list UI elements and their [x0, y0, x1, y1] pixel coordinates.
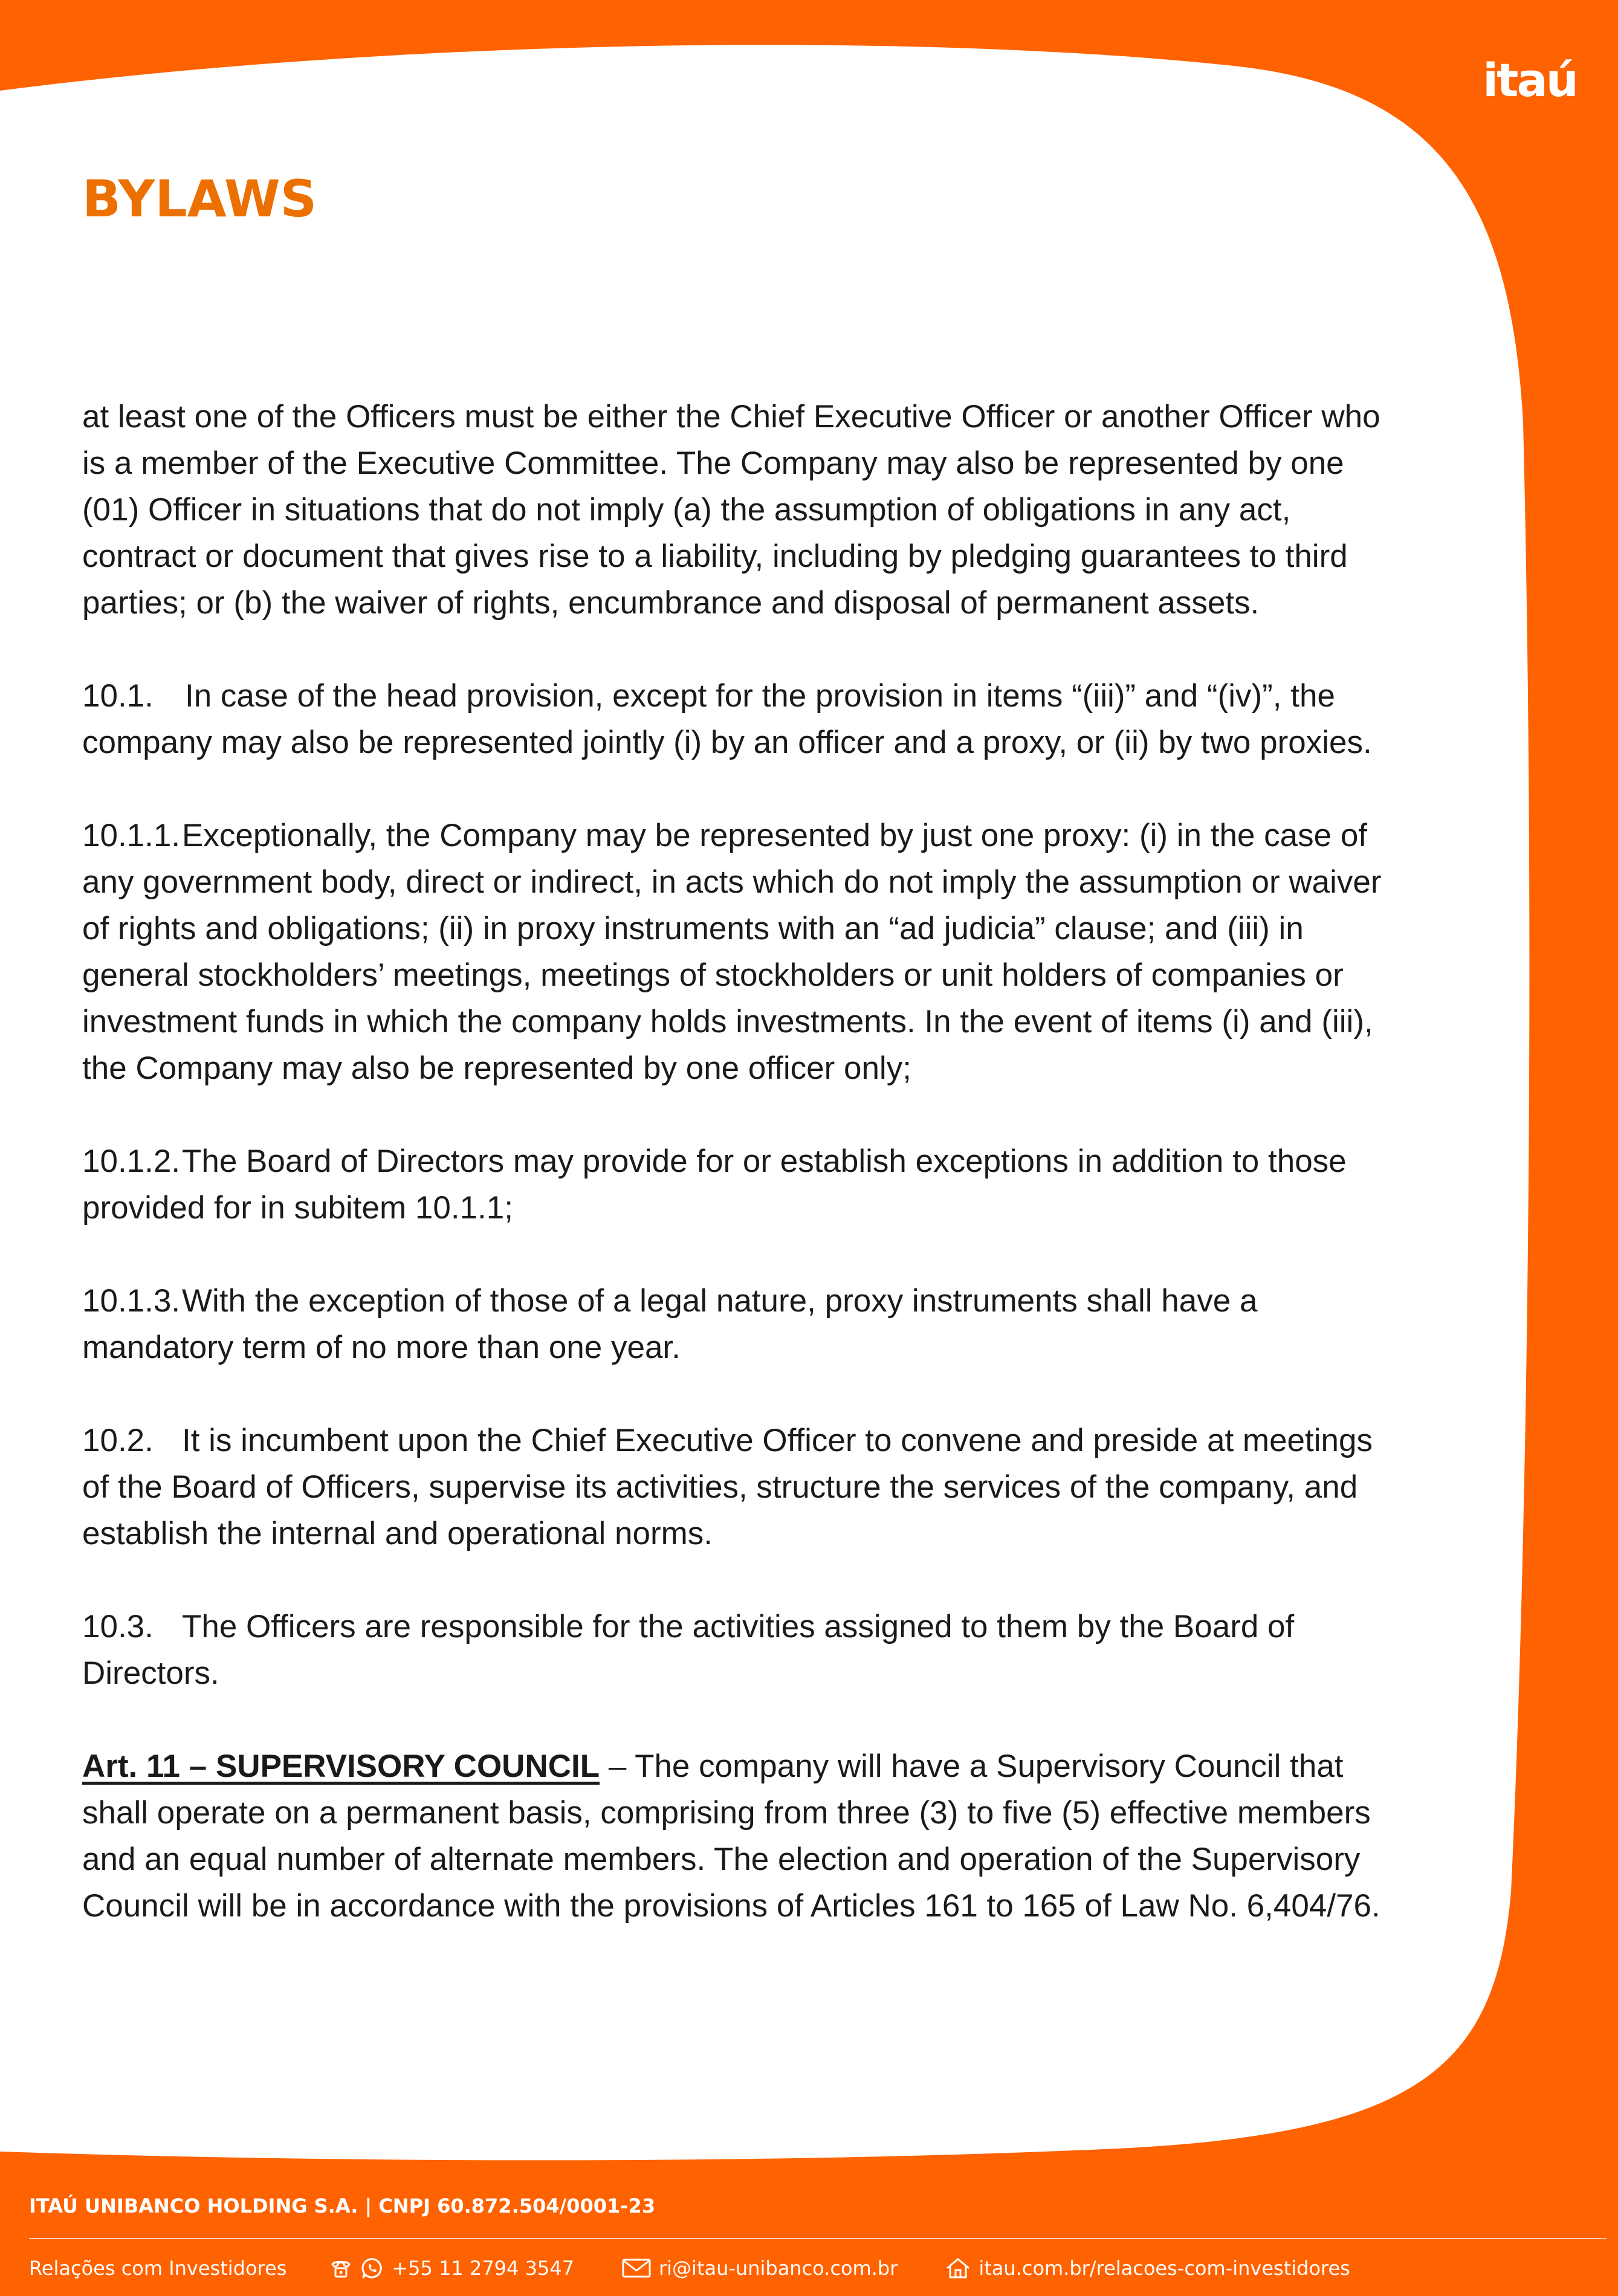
section-text: The Board of Directors may provide for or establish exceptions in addition to those provided for in subitem 10.1.1; — [82, 1143, 1347, 1226]
footer-divider — [29, 2238, 1607, 2239]
article-11 — [82, 1743, 1400, 1929]
whatsapp-icon — [360, 2256, 384, 2280]
home-icon — [945, 2256, 971, 2280]
section-10-1-3 — [82, 1278, 1400, 1371]
email-icon — [621, 2256, 652, 2280]
footer-company-info: ITAÚ UNIBANCO HOLDING S.A. | CNPJ 60.872.504/0001-23 — [29, 2194, 656, 2217]
section-10-3 — [82, 1603, 1400, 1696]
article-heading: Art. 11 – SUPERVISORY COUNCIL — [82, 1748, 600, 1784]
section-text: Exceptionally, the Company may be represented by just one proxy: (i) in the case of any government body, direct or indirect, in acts which do not imply the assumption or waiver of rights and obligations; (ii) in proxy instruments with an “ad judicia” clause; and (iii) in general stockholders’ meetings, meetings of stockholders or unit holders of companies or investment funds in which the company holds investments. In the event of items (i) and (iii), the Company may also be represented by one officer only; — [82, 818, 1382, 1086]
intro-paragraph: at least one of the Officers must be either the Chief Executive Officer or another Officer who is a member of the Executive Committee. The Company may also be represented by one (01) Officer in situations that do not imply (a) the assumption of obligations in any act, contract or document that gives rise to a liability, including by pledging guarantees to third parties; or (b) the waiver of rights, encumbrance and disposal of permanent assets. — [82, 399, 1380, 621]
section-number: 10.1. — [82, 678, 154, 714]
article-text: – The company will have a Supervisory Council that shall operate on a permanent basis, comprising from three (3) to five (5) effective members and an equal number of alternate members. The election and operation of the Supervisory Council will be in accordance with the provisions of Articles 161 to 165 of Law No. 6,404/76. — [82, 1748, 1380, 1924]
phone-icon — [329, 2256, 353, 2280]
footer-website[interactable] — [945, 2256, 1350, 2280]
section-text: With the exception of those of a legal nature, proxy instruments shall have a mandatory term of no more than one year. — [82, 1283, 1258, 1365]
section-number: 10.3. — [82, 1609, 154, 1644]
itau-logo-text: itaú — [1483, 53, 1577, 107]
footer-email-address: ri@itau-unibanco.com.br — [659, 2257, 898, 2280]
itau-logo — [1475, 24, 1584, 133]
section-10-2 — [82, 1417, 1400, 1557]
footer-phone[interactable] — [329, 2256, 574, 2280]
footer-website-url: itau.com.br/relacoes-com-investidores — [979, 2257, 1350, 2280]
section-10-1 — [82, 673, 1400, 766]
section-number: 10.1.3. — [82, 1283, 181, 1319]
section-10-1-1 — [82, 812, 1400, 1091]
investor-relations-label: Relações com Investidores — [29, 2257, 287, 2280]
document-body — [82, 393, 1400, 1929]
section-10-1-2 — [82, 1138, 1400, 1231]
section-number: 10.1.1. — [82, 818, 181, 853]
footer-email[interactable] — [621, 2256, 898, 2280]
section-number: 10.1.2. — [82, 1143, 181, 1179]
section-text: The Officers are responsible for the activities assigned to them by the Board of Directors. — [82, 1609, 1295, 1691]
section-number: 10.2. — [82, 1423, 154, 1458]
section-text: It is incumbent upon the Chief Executive Officer to convene and preside at meetings of the Board of Officers, supervise its activities, structure the services of the company, and establish the internal and operational norms. — [82, 1423, 1373, 1551]
section-text: In case of the head provision, except for the provision in items “(iii)” and “(iv)”, the company may also be represented jointly (i) by an officer and a proxy, or (ii) by two proxies. — [82, 678, 1372, 760]
footer-phone-number: +55 11 2794 3547 — [392, 2257, 574, 2280]
document-title: BYLAWS — [82, 169, 317, 228]
footer-contact-bar — [29, 2253, 1350, 2283]
